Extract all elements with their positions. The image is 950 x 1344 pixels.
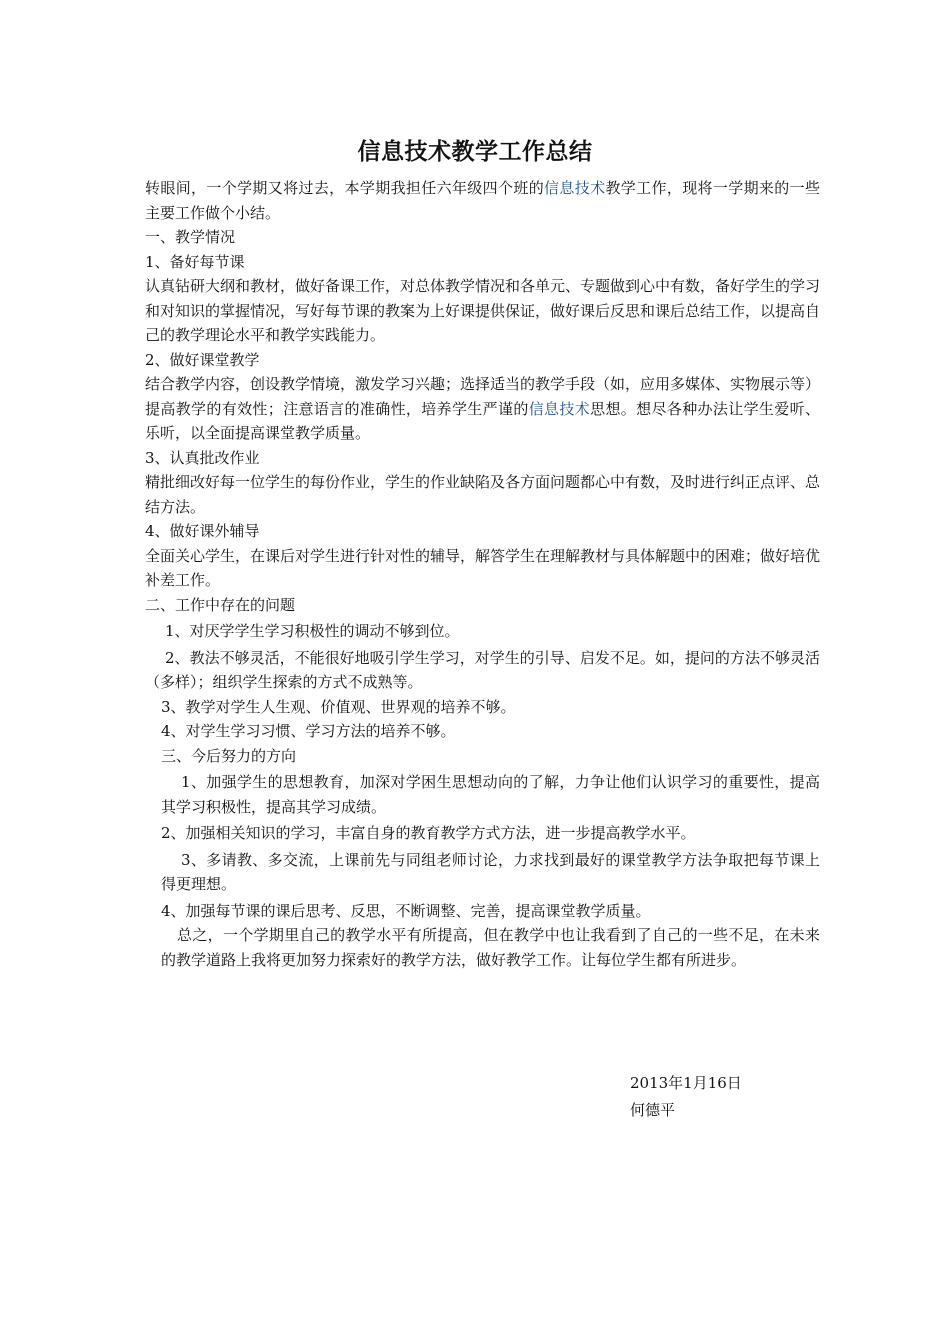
intro-paragraph (145, 176, 820, 225)
item4-paragraph: 全面关心学生，在课后对学生进行针对性的辅导，解答学生在理解教材与具体解题中的困难；做好培优补差工作。 (145, 546, 821, 589)
intro-text-part1: 转眼间，一个学期又将过去，本学期我担任六年级四个班的 (145, 179, 545, 197)
section2-heading: 二、工作中存在的问题 (145, 595, 296, 614)
direction4-paragraph: 4、加强每节课的课后思考、反思，不断调整、完善，提高课堂教学质量。 (161, 901, 651, 920)
direction1-paragraph: 1、加强学生的思想教育，加深对学困生思想动向的了解，力争让他们认识学习的重要性，提高其学习积极性，提高其学习成绩。 (161, 773, 820, 816)
section1-heading: 一、教学情况 (145, 228, 236, 246)
item3-paragraph: 精批细改好每一位学生的每份作业，学生的作业缺陷及各方面问题都心中有数，及时进行纠正点评、总结方法。 (145, 473, 821, 516)
section3-heading: 三、今后努力的方向 (161, 746, 297, 765)
item1-paragraph: 认真钻研大纲和教材，做好备课工作，对总体教学情况和各单元、专题做到心中有数，备好学生的学习和对知识的掌握情况，写好每节课的教案为上好课提供保证，做好课后反思和课后总结工作，以提高自己的教学理论水平和教学实践能力。 (145, 277, 821, 344)
direction3-paragraph: 3、多请教、多交流，上课前先与同组老师讨论，力求找到最好的课堂教学方法争取把每节课上得更理想。 (161, 850, 820, 893)
document-body (145, 176, 820, 972)
document-title: 信息技术教学工作总结 (357, 139, 593, 165)
problem1-paragraph: 1、对厌学学生学习积极性的调动不够到位。 (165, 622, 460, 640)
item2-heading: 2、做好课堂教学 (145, 350, 260, 369)
item2-text-part1: 结合教学内容，创设教学情境，激发学习兴趣；选择适当的教学手段（如，应用多媒体、实物展示等）提高教学的有效性；注意语言的准确性，培养学生严谨的 (145, 375, 821, 418)
intro-text-part2: 教学工作，现将一学期来的一些主要工作做个小结。 (145, 179, 820, 222)
problem2-paragraph: 2、教法不够灵活，不能很好地吸引学生学习，对学生的引导、启发不足。如，提问的方法不够灵活（多样）；组织学生探索的方式不成熟等。 (145, 648, 820, 691)
signature-author: 何德平 (630, 1101, 676, 1119)
signature-block (630, 1070, 742, 1124)
item3-heading: 3、认真批改作业 (145, 448, 260, 467)
item4-heading: 4、做好课外辅导 (145, 522, 260, 540)
item2-link[interactable]: 信息技术 (528, 399, 591, 418)
item2-paragraph (145, 372, 820, 446)
problem3-paragraph: 3、教学对学生人生观、价值观、世界观的培养不够。 (161, 697, 516, 716)
intro-link[interactable]: 信息技术 (544, 179, 606, 197)
problem4-paragraph: 4、对学生学习习惯、学习方法的培养不够。 (161, 722, 456, 740)
conclusion-paragraph: 总之，一个学期里自己的教学水平有所提高，但在教学中也让我看到了自己的一些不足，在未来的教学道路上我将更加努力探索好的教学方法，做好教学工作。让每位学生都有所进步。 (161, 926, 820, 969)
direction2-paragraph: 2、加强相关知识的学习，丰富自身的教育教学方式方法，进一步提高教学水平。 (161, 824, 696, 842)
item1-heading: 1、备好每节课 (145, 252, 245, 271)
signature-date: 2013年1月16日 (630, 1074, 742, 1092)
item2-text-part2: 思想。想尽各种办法让学生爱听、乐听，以全面提高课堂教学质量。 (145, 399, 820, 442)
